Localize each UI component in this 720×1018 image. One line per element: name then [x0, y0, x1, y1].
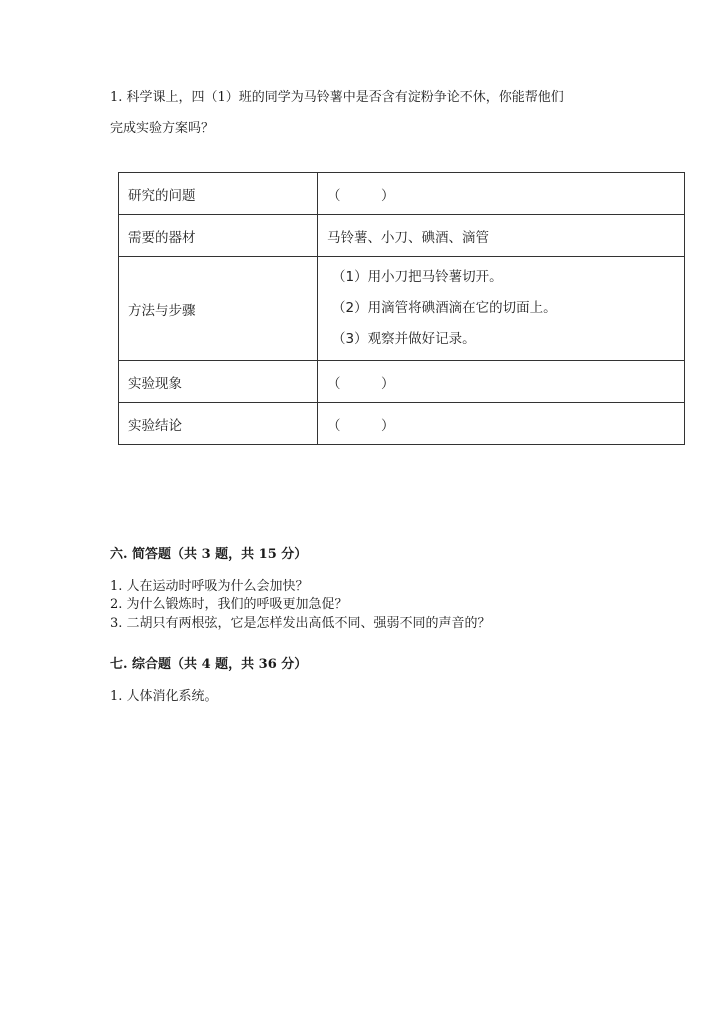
- steps-cell: [318, 257, 685, 361]
- row-label: 方法与步骤: [119, 257, 318, 361]
- row-label: 实验现象: [119, 361, 318, 403]
- table-row: [119, 257, 685, 361]
- section-6-item-1: 1. 人在运动时呼吸为什么会加快？: [110, 579, 309, 594]
- row-label: 实验结论: [119, 403, 318, 445]
- row-value: （ ）: [318, 361, 685, 403]
- row-label: 研究的问题: [119, 173, 318, 215]
- row-value: （ ）: [318, 403, 685, 445]
- table-row: [119, 215, 685, 257]
- table-row: [119, 173, 685, 215]
- table-row: [119, 361, 685, 403]
- table-row: [119, 403, 685, 445]
- row-value: （ ）: [318, 173, 685, 215]
- question-1-line-1: 1. 科学课上，四（1）班的同学为马铃薯中是否含有淀粉争论不休，你能帮他们: [110, 90, 564, 105]
- section-6-title: 六. 简答题（共 3 题，共 15 分）: [110, 547, 308, 562]
- step-2: （2）用滴管将碘酒滴在它的切面上。: [332, 300, 557, 316]
- experiment-plan-table: [118, 172, 685, 445]
- row-label: 需要的器材: [119, 215, 318, 257]
- step-1: （1）用小刀把马铃薯切开。: [332, 269, 503, 285]
- step-3: （3）观察并做好记录。: [332, 331, 476, 347]
- row-value: 马铃薯、小刀、碘酒、滴管: [318, 215, 685, 257]
- section-6-item-3: 3. 二胡只有两根弦，它是怎样发出高低不同、强弱不同的声音的？: [110, 616, 491, 631]
- section-7-title: 七. 综合题（共 4 题，共 36 分）: [110, 657, 308, 672]
- section-6-item-2: 2. 为什么锻炼时，我们的呼吸更加急促？: [110, 597, 348, 612]
- question-1-line-2: 完成实验方案吗？: [110, 121, 215, 136]
- section-7-item-1: 1. 人体消化系统。: [110, 689, 218, 704]
